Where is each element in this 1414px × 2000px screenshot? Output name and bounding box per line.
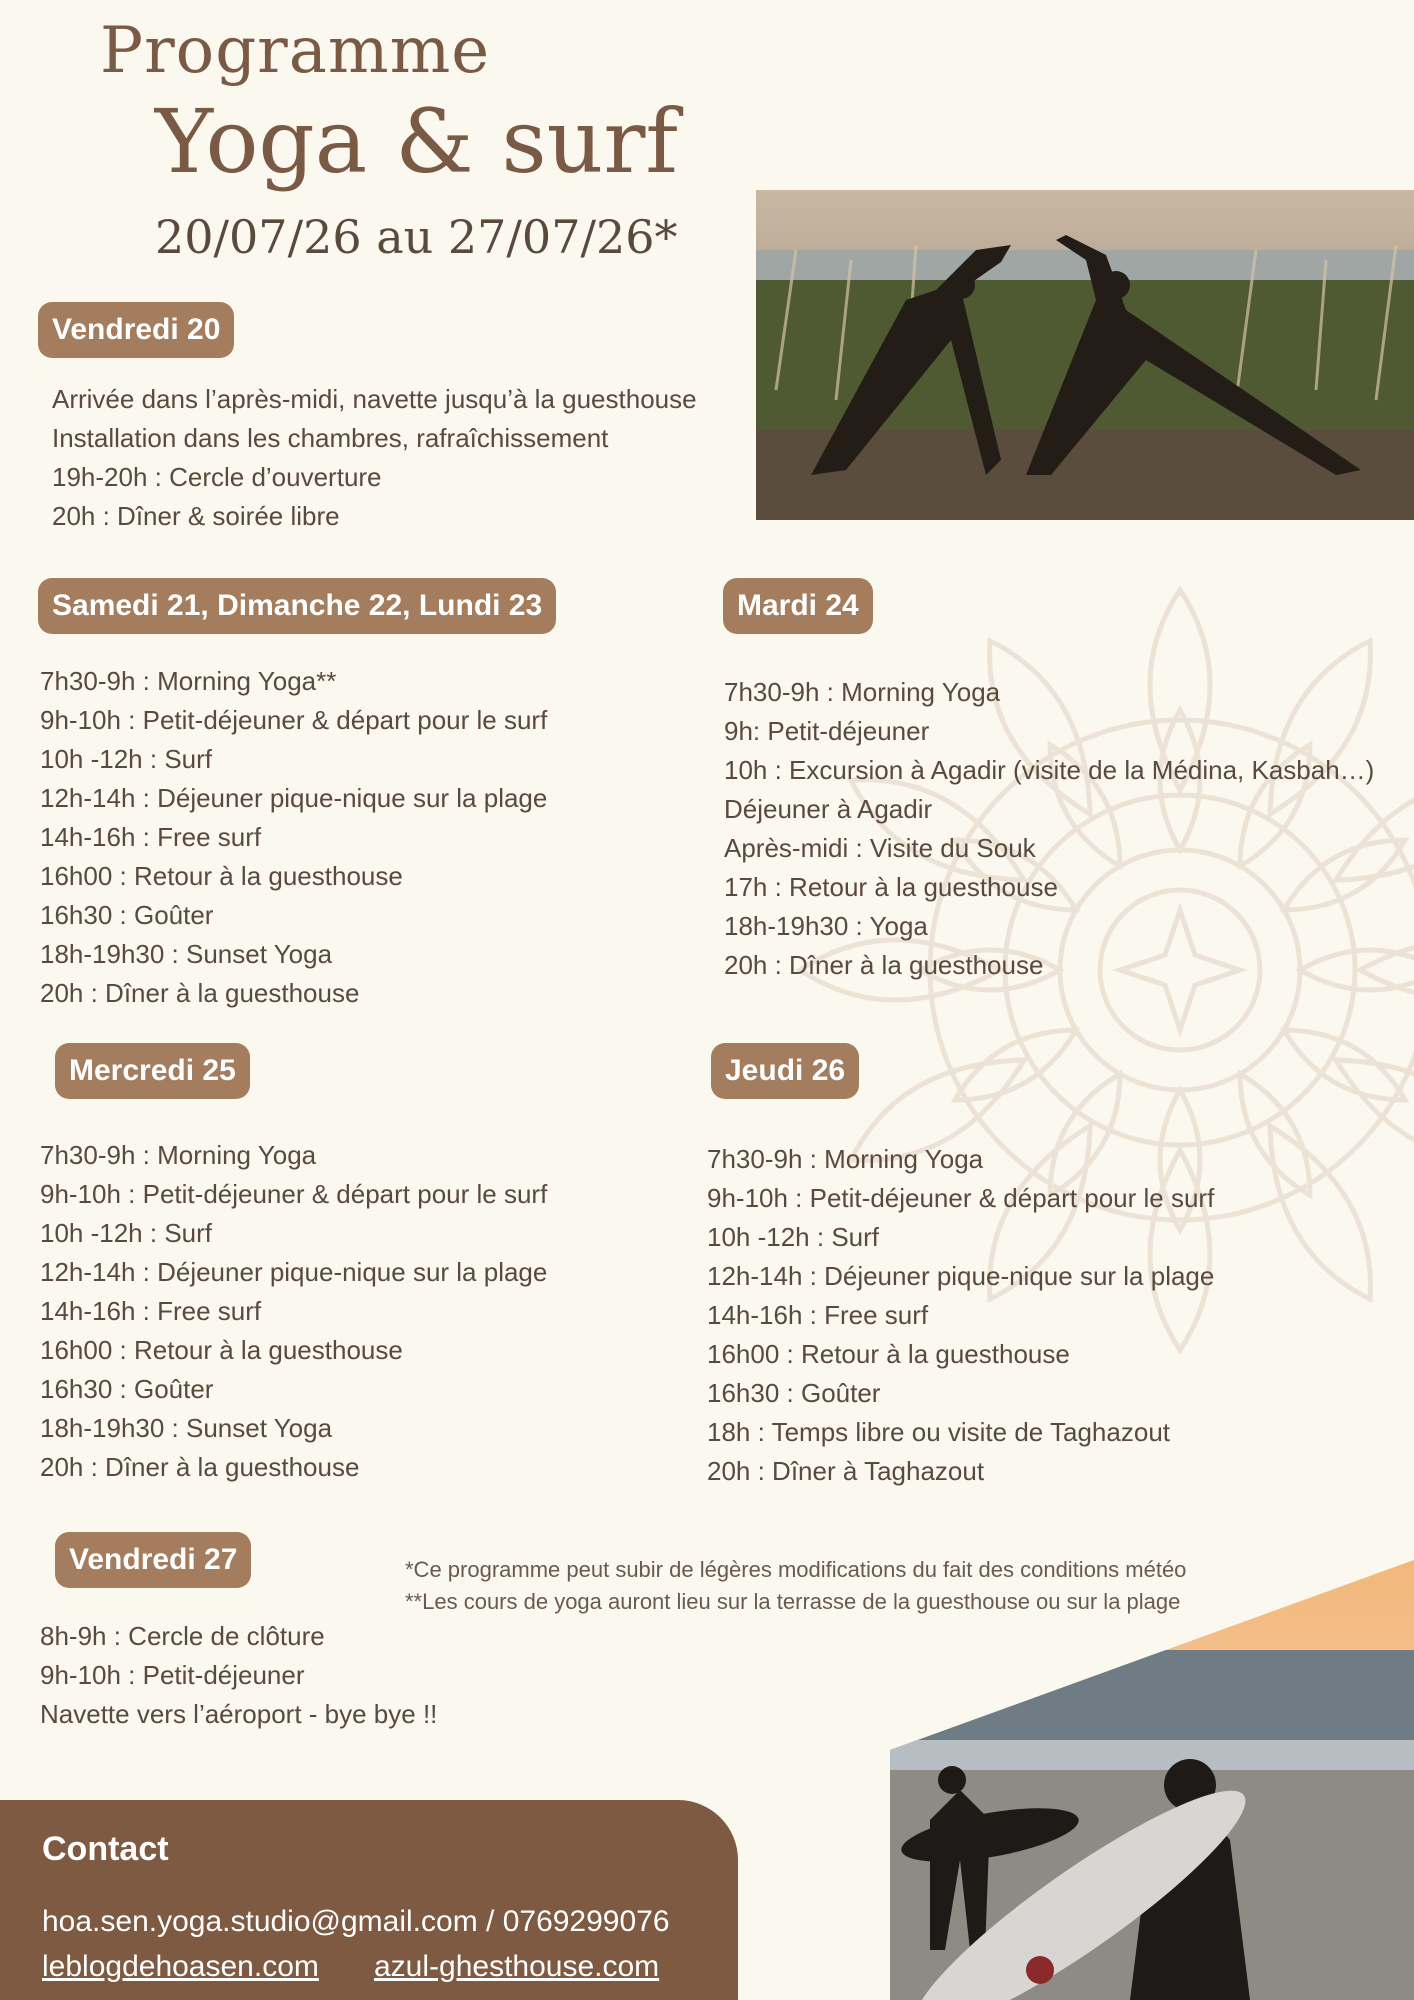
schedule-item: 12h-14h : Déjeuner pique-nique sur la plage: [707, 1261, 1215, 1291]
schedule-item: 19h-20h : Cercle d’ouverture: [52, 462, 382, 492]
schedule-item: 20h : Dîner à la guesthouse: [40, 1452, 360, 1482]
schedule-item: 7h30-9h : Morning Yoga: [40, 1140, 317, 1170]
schedule-item: 10h -12h : Surf: [707, 1222, 879, 1252]
schedule-item: 18h-19h30 : Sunset Yoga: [40, 1413, 333, 1443]
schedule-vendredi-27: [40, 1617, 437, 1734]
title-dates: 20/07/26 au 27/07/26*: [155, 210, 678, 264]
day-badge-vendredi-20: Vendredi 20: [38, 302, 234, 358]
schedule-item: 12h-14h : Déjeuner pique-nique sur la plage: [40, 783, 548, 813]
schedule-jeudi-26: [707, 1140, 1214, 1491]
schedule-samedi-lundi: [40, 662, 547, 1013]
schedule-item: 10h : Excursion à Agadir (visite de la Médina, Kasbah…): [724, 755, 1375, 785]
schedule-item: 8h-9h : Cercle de clôture: [40, 1621, 325, 1651]
schedule-item: 18h : Temps libre ou visite de Taghazout: [707, 1417, 1170, 1447]
guesthouse-link[interactable]: azul-ghesthouse.com: [374, 1950, 660, 1983]
schedule-item: 9h-10h : Petit-déjeuner & départ pour le surf: [40, 705, 548, 735]
schedule-item: Après-midi : Visite du Souk: [724, 833, 1036, 863]
schedule-item: 7h30-9h : Morning Yoga**: [40, 666, 337, 696]
schedule-item: 18h-19h30 : Sunset Yoga: [40, 939, 333, 969]
contact-email-phone[interactable]: hoa.sen.yoga.studio@gmail.com / 0769299076: [42, 1905, 670, 1938]
contact-title: Contact: [42, 1830, 169, 1868]
schedule-mardi-24: [724, 673, 1374, 985]
schedule-item: 12h-14h : Déjeuner pique-nique sur la plage: [40, 1257, 548, 1287]
day-badge-samedi-lundi: Samedi 21, Dimanche 22, Lundi 23: [38, 578, 556, 634]
schedule-item: 16h00 : Retour à la guesthouse: [707, 1339, 1070, 1369]
schedule-item: 10h -12h : Surf: [40, 1218, 212, 1248]
schedule-item: Arrivée dans l’après-midi, navette jusqu’à la guesthouse: [52, 384, 697, 414]
schedule-item: 7h30-9h : Morning Yoga: [724, 677, 1001, 707]
day-badge-vendredi-27: Vendredi 27: [55, 1532, 251, 1588]
blog-link[interactable]: leblogdehoasen.com: [42, 1950, 319, 1983]
schedule-mercredi-25: [40, 1136, 547, 1487]
schedule-item: 14h-16h : Free surf: [40, 1296, 262, 1326]
schedule-item: 9h: Petit-déjeuner: [724, 716, 930, 746]
yoga-photo: [756, 190, 1414, 520]
schedule-item: 10h -12h : Surf: [40, 744, 212, 774]
schedule-item: Déjeuner à Agadir: [724, 794, 933, 824]
schedule-item: 20h : Dîner & soirée libre: [52, 501, 340, 531]
schedule-item: 18h-19h30 : Yoga: [724, 911, 928, 941]
schedule-item: 16h00 : Retour à la guesthouse: [40, 861, 403, 891]
schedule-item: 20h : Dîner à Taghazout: [707, 1456, 985, 1486]
schedule-item: 16h30 : Goûter: [40, 900, 214, 930]
schedule-item: 14h-16h : Free surf: [707, 1300, 929, 1330]
schedule-item: Navette vers l’aéroport - bye bye !!: [40, 1699, 438, 1729]
schedule-vendredi-20: [52, 380, 697, 536]
day-badge-jeudi-26: Jeudi 26: [711, 1043, 859, 1099]
schedule-item: 14h-16h : Free surf: [40, 822, 262, 852]
day-badge-mardi-24: Mardi 24: [723, 578, 873, 634]
schedule-item: 9h-10h : Petit-déjeuner: [40, 1660, 305, 1690]
title-yoga-surf: Yoga & surf: [155, 90, 678, 193]
schedule-item: 20h : Dîner à la guesthouse: [40, 978, 360, 1008]
schedule-item: 17h : Retour à la guesthouse: [724, 872, 1058, 902]
schedule-item: Installation dans les chambres, rafraîchissement: [52, 423, 609, 453]
schedule-item: 16h00 : Retour à la guesthouse: [40, 1335, 403, 1365]
footnote: *Ce programme peut subir de légères modifications du fait des conditions météo: [405, 1557, 1187, 1582]
schedule-item: 9h-10h : Petit-déjeuner & départ pour le surf: [40, 1179, 548, 1209]
contact-panel: [0, 1800, 738, 2000]
footnote: **Les cours de yoga auront lieu sur la terrasse de la guesthouse ou sur la plage: [405, 1589, 1181, 1614]
schedule-item: 20h : Dîner à la guesthouse: [724, 950, 1044, 980]
schedule-item: 9h-10h : Petit-déjeuner & départ pour le surf: [707, 1183, 1215, 1213]
schedule-item: 16h30 : Goûter: [40, 1374, 214, 1404]
title-programme: Programme: [100, 14, 491, 88]
surf-photo: [890, 1560, 1414, 2000]
schedule-item: 7h30-9h : Morning Yoga: [707, 1144, 984, 1174]
day-badge-mercredi-25: Mercredi 25: [55, 1043, 250, 1099]
schedule-item: 16h30 : Goûter: [707, 1378, 881, 1408]
